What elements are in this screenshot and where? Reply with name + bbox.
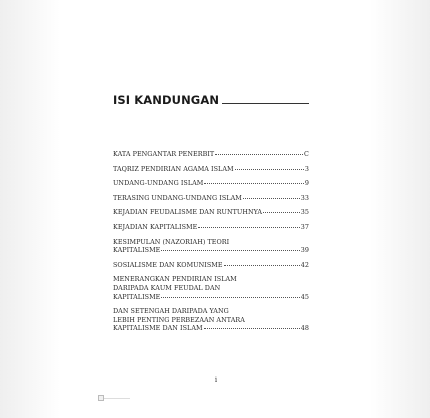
toc-entry-title: KAPITALISME (113, 246, 161, 255)
toc-dot-leader (198, 227, 299, 228)
toc-entry-final-line (113, 208, 309, 217)
toc-entry-line: KESIMPULAN (NAZORIAH) TEORI (113, 237, 230, 246)
table-of-contents (113, 150, 309, 339)
toc-entry-line: LEBIH PENTING PERBEZAAN ANTARA (113, 315, 245, 324)
toc-page-number: C (304, 150, 309, 158)
toc-entry-title: KATA PENGANTAR PENERBIT (113, 150, 215, 158)
page-number: i (214, 376, 218, 384)
toc-entry-final-line (113, 179, 309, 188)
scan-mark-line (104, 398, 130, 399)
toc-entry-final-line (113, 261, 309, 270)
toc-entry-title: TERASING UNDANG-UNDANG ISLAM (113, 193, 242, 202)
toc-entry-final-line (113, 165, 309, 174)
toc-page-number: 39 (300, 246, 309, 255)
toc-entry-title: SOSIALISME DAN KOMUNISME (113, 260, 223, 269)
page-title (113, 88, 309, 106)
toc-dot-leader (161, 297, 299, 298)
toc-entry-title: TAQRIZ PENDIRIAN AGAMA ISLAM (113, 164, 234, 173)
toc-entry (113, 307, 309, 333)
toc-entry (113, 238, 309, 255)
toc-dot-leader (263, 212, 300, 213)
toc-dot-leader (215, 154, 303, 155)
toc-entry (113, 150, 309, 159)
toc-entry-title: KEJADIAN KAPITALISME (113, 222, 198, 231)
toc-page-number: 33 (300, 193, 309, 202)
toc-entry-line: DARIPADA KAUM FEUDAL DAN (113, 283, 221, 292)
title-underline (222, 103, 309, 104)
toc-entry-title: KAPITALISME (113, 292, 161, 301)
toc-page-number: 35 (300, 208, 309, 217)
toc-entry-title: KEJADIAN FEUDALISME DAN RUNTUHNYA (113, 208, 263, 217)
toc-entry (113, 208, 309, 217)
page-title-text: ISI KANDUNGAN (113, 93, 220, 107)
toc-page-number: 42 (300, 260, 309, 269)
toc-page-number: 37 (300, 222, 309, 231)
toc-page-number: 9 (304, 179, 309, 188)
toc-entry-final-line (113, 293, 309, 302)
toc-entry-final-line (113, 223, 309, 232)
toc-dot-leader (204, 328, 300, 329)
toc-page-number: 45 (300, 292, 309, 301)
toc-entry (113, 165, 309, 174)
toc-page-number: 3 (304, 164, 309, 173)
toc-entry (113, 275, 309, 301)
toc-entry-final-line (113, 194, 309, 203)
toc-entry-final-line (113, 150, 309, 159)
toc-entry (113, 223, 309, 232)
toc-entry (113, 261, 309, 270)
toc-entry-line: MENERANGKAN PENDIRIAN ISLAM (113, 275, 237, 284)
toc-dot-leader (161, 250, 299, 251)
toc-page-number: 48 (300, 324, 309, 333)
toc-entry-final-line (113, 324, 309, 333)
page-edge-shadow-left (0, 0, 60, 418)
toc-entry-line: DAN SETENGAH DARIPADA YANG (113, 307, 229, 316)
toc-entry-final-line (113, 246, 309, 255)
page-edge-shadow-right (370, 0, 430, 418)
toc-entry-title: UNDANG-UNDANG ISLAM (113, 179, 204, 188)
toc-entry (113, 194, 309, 203)
toc-dot-leader (235, 169, 304, 170)
toc-dot-leader (204, 183, 303, 184)
toc-dot-leader (224, 265, 300, 266)
toc-entry (113, 179, 309, 188)
toc-entry-title: KAPITALISME DAN ISLAM (113, 324, 203, 333)
toc-dot-leader (243, 198, 300, 199)
